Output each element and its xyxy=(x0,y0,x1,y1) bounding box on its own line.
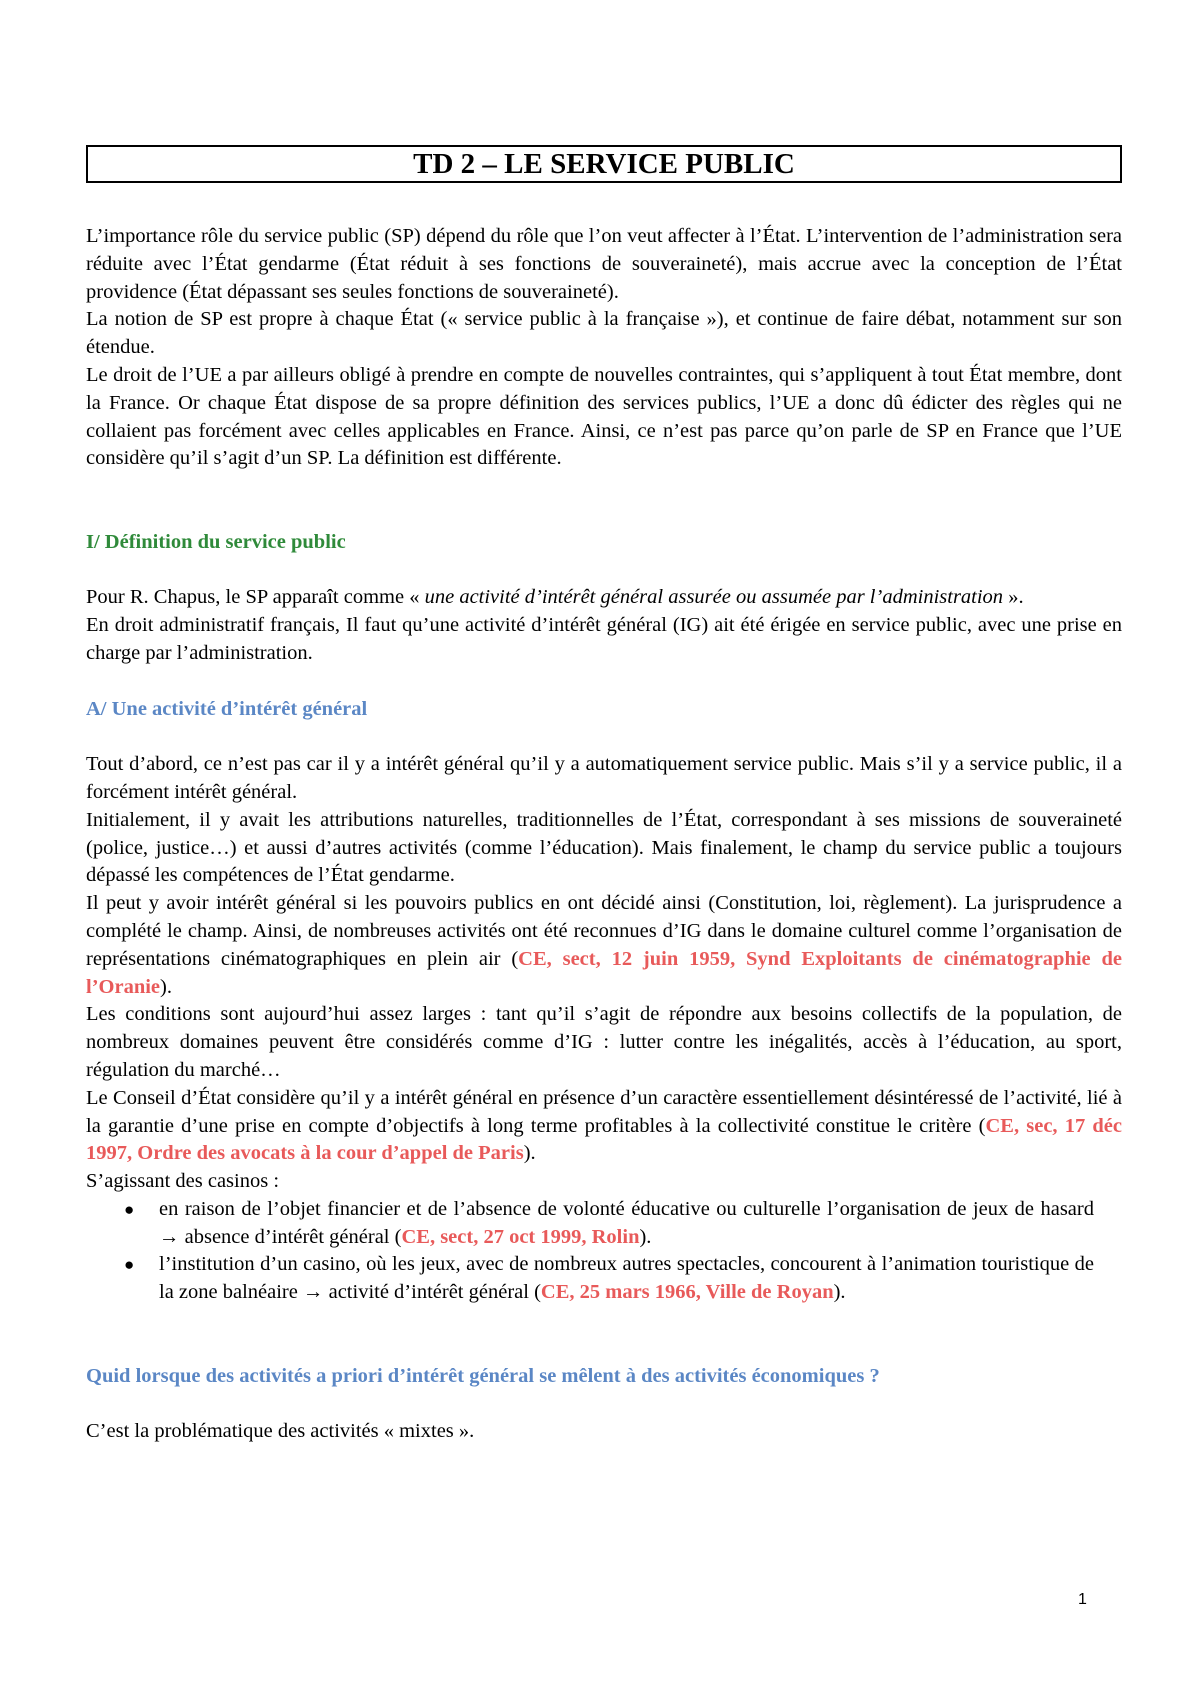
case-reference-royan: CE, 25 mars 1966, Ville de Royan xyxy=(540,1281,834,1304)
bullet-icon: ● xyxy=(124,1255,135,1275)
interet-paragraph-2: Initialement, il y avait les attributions naturelles, traditionnelles de l’État, correspondant à ses missions de souveraineté (police, justice…) et aussi d’autres activités (comme l’éducation). Mais finalement, le champ du service public a toujours dépassé les compétences de l’État gendarme. xyxy=(86,808,1122,887)
chapus-paragraph xyxy=(86,584,1122,612)
subsection-heading-interet-general: A/ Une activité d’intérêt général xyxy=(86,697,368,720)
interet-paragraph-5 xyxy=(86,1085,1122,1168)
bullet-text: l’institution d’un casino, où les jeux, avec de nombreux autres spectacles, concourent à l’animation touristique de la zone balnéaire → activité d’intérêt général ( xyxy=(159,1253,1094,1304)
list-item xyxy=(86,1251,1122,1307)
interet-p3-close: ). xyxy=(160,975,172,998)
interet-paragraph-3 xyxy=(86,890,1122,1001)
chapus-text-post: ». xyxy=(1003,586,1024,609)
definition-paragraph-2: En droit administratif français, Il faut qu’une activité d’intérêt général (IG) ait été érigée en service public, avec une prise en charge par l’administration. xyxy=(86,614,1122,664)
intro-paragraph-2: La notion de SP est propre à chaque État (« service public à la française »), et continue de faire débat, notamment sur son étendue. xyxy=(86,308,1122,359)
case-reference-oranie: CE, sect, 12 juin 1959, Synd Exploitants de cinématographie de l’Oranie xyxy=(86,947,1122,998)
question-heading-activites-mixtes: Quid lorsque des activités a priori d’intérêt général se mêlent à des activités économiques ? xyxy=(86,1364,880,1387)
document-title: TD 2 – LE SERVICE PUBLIC xyxy=(86,145,1122,183)
section-heading-definition: I/ Définition du service public xyxy=(86,530,346,553)
case-reference-avocats-paris: CE, sec, 17 déc 1997, Ordre des avocats à la cour d’appel de Paris xyxy=(86,1114,1122,1165)
document-page xyxy=(86,145,1122,1446)
interet-paragraph-4: Les conditions sont aujourd’hui assez larges : tant qu’il s’agit de répondre aux besoins collectifs de la population, de nombreux domaines peuvent être considérés comme d’IG : lutter contre les inégalités, accès à l’éducation, au sport, régulation du marché… xyxy=(86,1003,1122,1081)
case-reference-rolin: CE, sect, 27 oct 1999, Rolin xyxy=(401,1225,640,1248)
list-item xyxy=(86,1196,1122,1252)
interet-p5-close: ). xyxy=(523,1142,536,1165)
bullet-icon: ● xyxy=(124,1199,135,1219)
bullet-close: ). xyxy=(639,1225,652,1248)
chapus-quote: une activité d’intérêt général assurée ou assumée par l’administration xyxy=(424,586,1004,609)
bullet-text: en raison de l’objet financier et de l’absence de volonté éducative ou culturelle l’organisation de jeux de hasard → absence d’intérêt général ( xyxy=(159,1197,1094,1248)
chapus-text-pre: Pour R. Chapus, le SP apparaît comme « xyxy=(86,586,425,609)
interet-paragraph-1: Tout d’abord, ce n’est pas car il y a intérêt général qu’il y a automatiquement service public. Mais s’il y a service public, il a forcément intérêt général. xyxy=(86,753,1122,803)
question-paragraph: C’est la problématique des activités « mixtes ». xyxy=(86,1420,475,1443)
interet-p3-text: Il peut y avoir intérêt général si les pouvoirs publics en ont décidé ainsi (Constitution, loi, règlement). La jurisprudence a complété le champ. Ainsi, de nombreuses activités ont été reconnues d’IG dans le domaine culturel comme l’organisation de représentations cinématographiques en plein air ( xyxy=(86,892,1122,970)
intro-paragraph-1: L’importance rôle du service public (SP) dépend du rôle que l’on veut affecter à l’État. L’intervention de l’administration sera réduite avec l’État gendarme (État réduit à ses fonctions de souveraineté), mais accrue avec la conception de l’État providence (État dépassant ses seules fonctions de souveraineté). xyxy=(86,225,1122,303)
bullet-close: ). xyxy=(833,1281,846,1304)
page-number: 1 xyxy=(1078,1591,1087,1608)
casinos-list xyxy=(86,1196,1122,1307)
interet-p5-text: Le Conseil d’État considère qu’il y a intérêt général en présence d’un caractère essentiellement désintéressé de l’activité, lié à la garantie d’une prise en compte d’objectifs à long terme profitables à la collectivité constitue le critère ( xyxy=(86,1086,1122,1137)
intro-paragraph-3: Le droit de l’UE a par ailleurs obligé à prendre en compte de nouvelles contraintes, qui s’appliquent à tout État membre, dont la France. Or chaque État dispose de sa propre définition des services publics, l’UE a donc dû édicter des règles qui ne collaient pas forcément avec celles applicables en France. Ainsi, ce n’est pas parce qu’on parle de SP en France que l’UE considère qu’il s’agit d’un SP. La définition est différente. xyxy=(86,363,1122,470)
casinos-intro: S’agissant des casinos : xyxy=(86,1170,280,1193)
